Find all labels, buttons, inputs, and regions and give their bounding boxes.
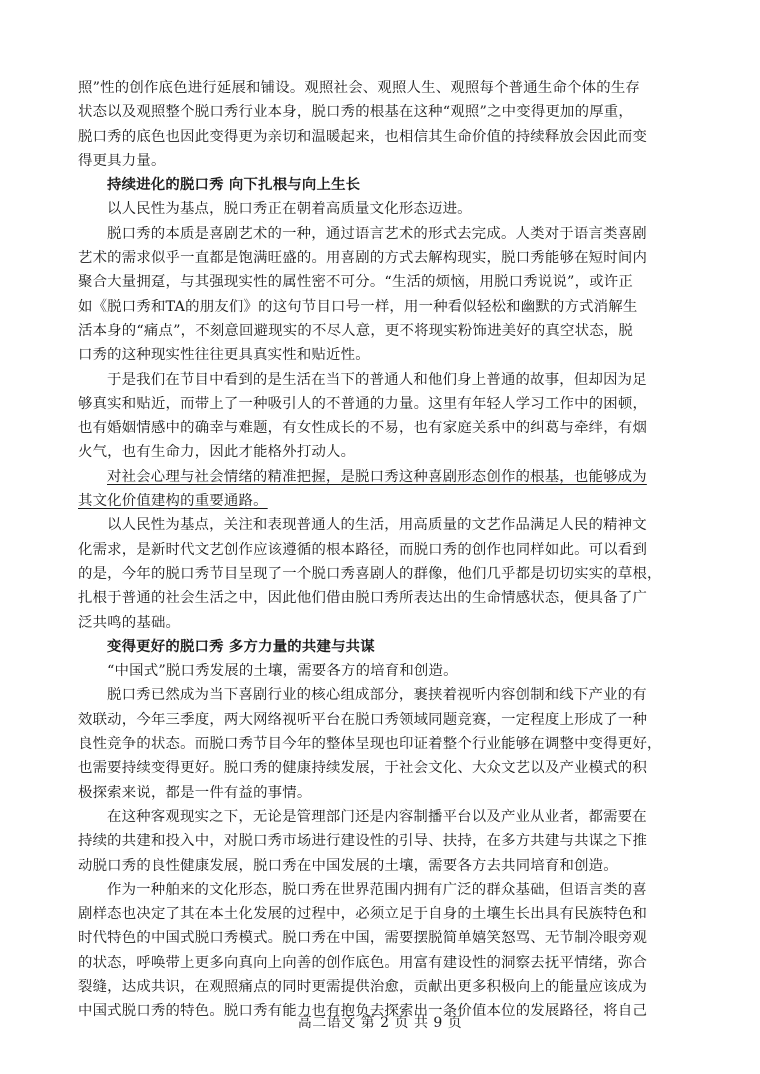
section-heading: 持续进化的脱口秀 向下扎根与向上生长 [107, 176, 361, 194]
paragraph-line: 如《脱口秀和TA的朋友们》的这句节目口号一样，用一种看似轻松和幽默的方式消解生 [78, 298, 638, 315]
paragraph-line: 状态以及观照整个脱口秀行业本身，脱口秀的根基在这种“观照”之中变得更加的厚重， [78, 104, 633, 121]
document-body [78, 76, 686, 1024]
underlined-line: 对社会心理与社会情绪的精准把握，是脱口秀这种喜剧形态创作的根基，也能够成为 [107, 468, 647, 485]
paragraph-line: 作为一种舶来的文化形态，脱口秀在世界范围内拥有广泛的群众基础，但语言类的喜 [107, 881, 647, 898]
paragraph-line: 聚合大量拥趸，与其强现实性的属性密不可分。“生活的烦恼，用脱口秀说说”，或许正 [78, 274, 633, 291]
section-heading: 变得更好的脱口秀 多方力量的共建与共谋 [107, 637, 375, 655]
paragraph-line: “中国式”脱口秀发展的土壤，需要各方的培育和创造。 [107, 663, 458, 680]
paragraph-line: 也需要持续变得更好。脱口秀的健康持续发展，于社会文化、大众文艺以及产业模式的积 [78, 760, 648, 777]
paragraph-line: 活本身的“痛点”，不刻意回避现实的不尽人意，更不将现实粉饰进美好的真空状态，脱 [78, 322, 633, 339]
paragraph-line: 得更具力量。 [78, 152, 166, 169]
paragraph-line: 脱口秀的底色也因此变得更为亲切和温暖起来，也相信其生命价值的持续释放会因此而变 [78, 128, 648, 145]
paragraph-line: 时代特色的中国式脱口秀模式。脱口秀在中国，需要摆脱简单嬉笑怒骂、无节制冷眼旁观 [78, 930, 648, 947]
paragraph-line: 的状态，呼唤带上更多向真向上向善的创作底色。用富有建设性的洞察去抚平情绪，弥合 [78, 954, 648, 971]
paragraph-line: 也有婚姻情感中的确幸与难题，有女性成长的不易，也有家庭关系中的纠葛与牵绊，有烟 [78, 420, 648, 437]
paragraph-line: 化需求，是新时代文艺创作应该遵循的根本路径，而脱口秀的创作也同样如此。可以看到 [78, 541, 648, 558]
paragraph-line: 火气，也有生命力，因此才能格外打动人。 [78, 444, 356, 461]
paragraph-line: 口秀的这种现实性往往更具真实性和贴近性。 [78, 347, 370, 364]
paragraph-line: 脱口秀的本质是喜剧艺术的一种，通过语言艺术的形式去完成。人类对于语言类喜剧 [107, 225, 647, 242]
paragraph-line: 良性竞争的状态。而脱口秀节目今年的整体呈现也印证着整个行业能够在调整中变得更好， [78, 736, 662, 753]
paragraph-line: 极探索来说，都是一件有益的事情。 [78, 784, 312, 801]
page-footer: 高二语文 第 2 页 共 9 页 [297, 1015, 463, 1031]
paragraph-line: 中国式脱口秀的特色。脱口秀有能力也有抱负去探索出一条价值本位的发展路径，将自己 [78, 1003, 648, 1020]
paragraph-line: 够真实和贴近，而带上了一种吸引人的不普通的力量。这里有年轻人学习工作中的困顿， [78, 395, 648, 412]
paragraph-line: 裂缝，达成共识，在观照痛点的同时更需提供治愈，贡献出更多积极向上的能量应该成为 [78, 978, 648, 995]
paragraph-line: 艺术的需求似乎一直都是饱满旺盛的。用喜剧的方式去解构现实，脱口秀能够在短时间内 [78, 250, 648, 267]
paragraph-line: 脱口秀已然成为当下喜剧行业的核心组成部分，裹挟着视听内容创制和线下产业的有 [107, 687, 647, 704]
paragraph-line: 的是，今年的脱口秀节目呈现了一个脱口秀喜剧人的群像，他们几乎都是切切实实的草根， [78, 565, 662, 582]
paragraph-line: 以人民性为基点，脱口秀正在朝着高质量文化形态迈进。 [107, 201, 472, 218]
paragraph-line: 剧样态也决定了其在本土化发展的过程中，必须立足于自身的土壤生长出具有民族特色和 [78, 906, 648, 923]
paragraph-line: 照”性的创作底色进行延展和铺设。观照社会、观照人生、观照每个普通生命个体的生存 [78, 80, 641, 96]
paragraph-line: 扎根于普通的社会生活之中，因此他们借由脱口秀所表达出的生命情感状态，便具备了广 [78, 590, 648, 607]
paragraph-line: 泛共鸣的基础。 [78, 614, 181, 631]
paragraph-line: 效联动，今年三季度，两大网络视听平台在脱口秀领域同题竞赛，一定程度上形成了一种 [78, 711, 648, 728]
paragraph-line: 于是我们在节目中看到的是生活在当下的普通人和他们身上普通的故事，但却因为足 [107, 371, 647, 388]
underlined-line: 其文化价值建构的重要通路。 [78, 493, 268, 510]
paragraph-line: 在这种客观现实之下，无论是管理部门还是内容制播平台以及产业从业者，都需要在 [107, 808, 647, 825]
paragraph-line: 持续的共建和投入中，对脱口秀市场进行建设性的引导、扶持，在多方共建与共谋之下推 [78, 833, 648, 850]
paragraph-line: 以人民性为基点，关注和表现普通人的生活，用高质量的文艺作品满足人民的精神文 [107, 517, 647, 534]
paragraph-line: 动脱口秀的良性健康发展，脱口秀在中国发展的土壤，需要各方去共同培育和创造。 [78, 857, 618, 874]
